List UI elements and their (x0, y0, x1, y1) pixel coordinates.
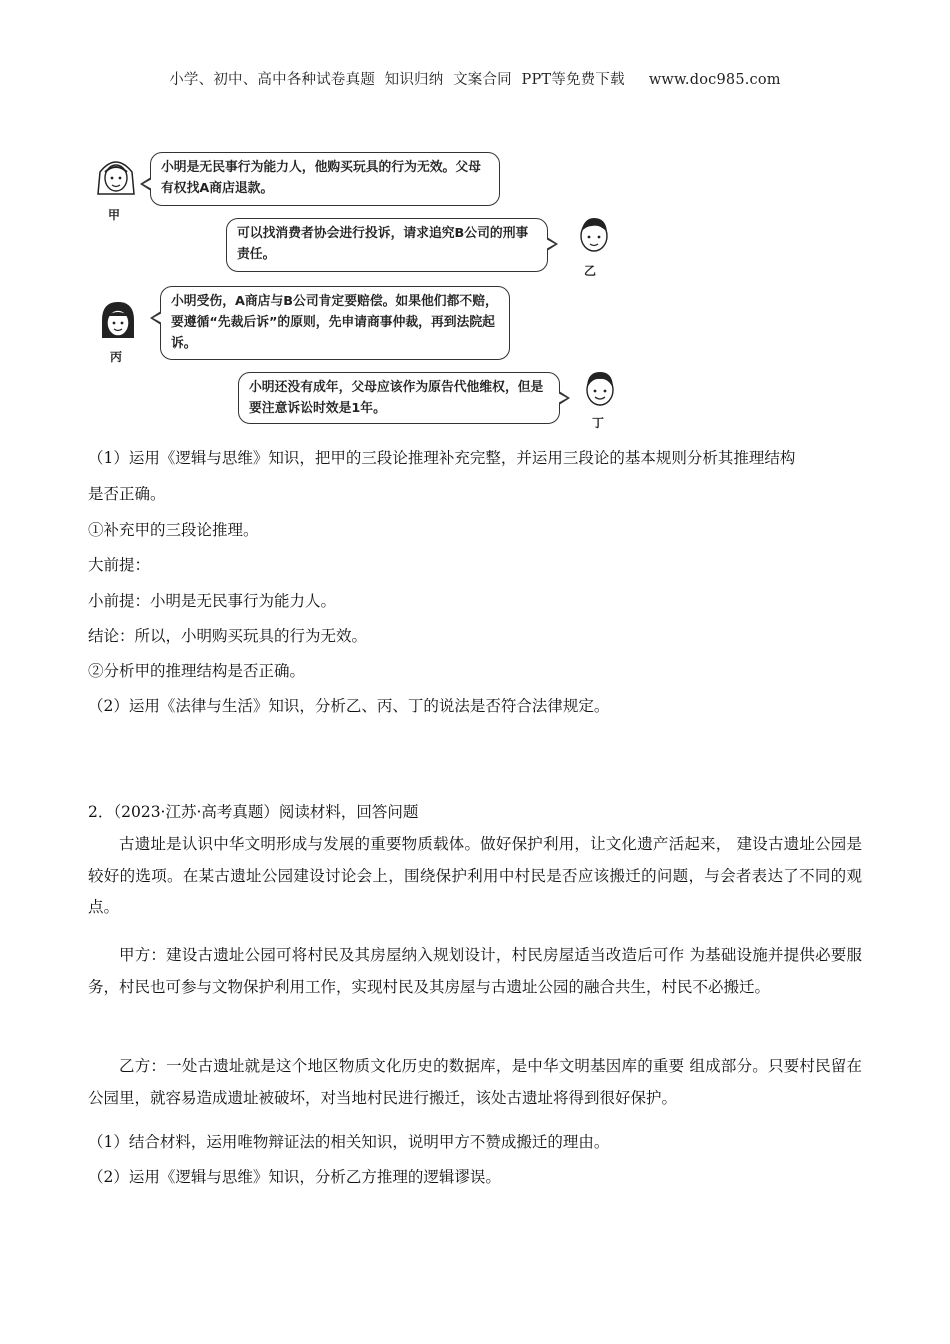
label-ding: 丁 (592, 416, 605, 430)
q1-part1-line1: （1）运用《逻辑与思维》知识，把甲的三段论推理补充完整，并运用三段论的基本规则分析其推理结构 (88, 449, 796, 467)
q2-title: 2．（2023·江苏·高考真题）阅读材料，回答问题 (88, 803, 419, 821)
q2-para3: 乙方：一处古遗址就是这个地区物质文化历史的数据库，是中华文明基因库的重要 组成部分。只要村民留在公园里，就容易造成遗址被破坏，对当地村民进行搬迁，该处古遗址将得到很好保护。 (88, 1057, 862, 1107)
q2-para1: 古遗址是认识中华文明形成与发展的重要物质载体。做好保护利用，让文化遗产活起来， 建设古遗址公园是较好的选项。在某古遗址公园建设讨论会上，围绕保护利用中村民是否应该搬迁的问题，与会者表达了不同的观点。 (88, 835, 862, 917)
q1-part2: （2）运用《法律与生活》知识，分析乙、丙、丁的说法是否符合法律规定。 (88, 697, 610, 715)
q2-part2: （2）运用《逻辑与思维》知识，分析乙方推理的逻辑谬误。 (88, 1168, 501, 1186)
bubble-jia: 小明是无民事行为能力人，他购买玩具的行为无效。父母有权找A商店退款。 (150, 152, 500, 206)
bubble-ding: 小明还没有成年，父母应该作为原告代他维权，但是要注意诉讼时效是1年。 (238, 372, 560, 424)
bubble-yi: 可以找消费者协会进行投诉，请求追究B公司的刑事责任。 (226, 218, 548, 272)
boy-yi-icon (572, 210, 616, 258)
q1-conclusion: 结论：所以，小明购买玩具的行为无效。 (88, 627, 368, 645)
label-yi: 乙 (584, 264, 597, 278)
q1-minor-premise: 小前提：小明是无民事行为能力人。 (88, 592, 337, 610)
bubble-bing: 小明受伤，A商店与B公司肯定要赔偿。如果他们都不赔，要遵循“先裁后诉”的原则，先申请商事仲裁，再到法院起诉。 (160, 286, 510, 360)
q1-part1-line2: 是否正确。 (88, 485, 166, 503)
q1-major-premise: 大前提： (88, 556, 151, 574)
girl-bing-icon (96, 296, 140, 344)
q2-para2: 甲方：建设古遗址公园可将村民及其房屋纳入规划设计，村民房屋适当改造后可作 为基础设施并提供必要服务，村民也可参与文物保护利用工作，实现村民及其房屋与古遗址公园的融合共生，村民不必搬迁。 (88, 946, 862, 996)
q1-sub2: ②分析甲的推理结构是否正确。 (88, 662, 306, 680)
dialogue-figure (88, 146, 628, 436)
q2-part1: （1）结合材料，运用唯物辩证法的相关知识，说明甲方不赞成搬迁的理由。 (88, 1133, 610, 1151)
boy-ding-icon (578, 364, 622, 412)
q1-sub1: ①补充甲的三段论推理。 (88, 521, 259, 539)
page-header: 小学、初中、高中各种试卷真题 知识归纳 文案合同 PPT等免费下载 www.doc985.com (169, 72, 781, 88)
label-bing: 丙 (110, 350, 123, 364)
girl-jia-icon (94, 154, 138, 202)
label-jia: 甲 (108, 208, 121, 222)
